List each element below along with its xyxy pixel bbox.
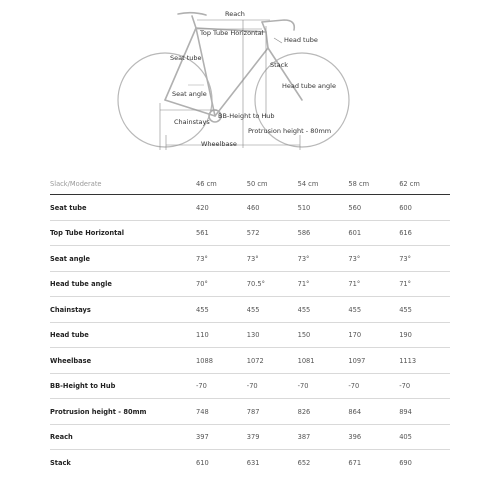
table-cell: 73°	[348, 246, 399, 272]
table-cell: 460	[247, 195, 298, 221]
table-cell: 561	[196, 220, 247, 246]
table-row	[50, 348, 450, 374]
size-header: 54 cm	[298, 172, 349, 195]
table-row	[50, 450, 450, 475]
table-cell: 748	[196, 399, 247, 425]
head-tube-angle-label: Head tube angle	[282, 82, 336, 90]
table-row	[50, 246, 450, 272]
table-row	[50, 220, 450, 246]
chainstays-label: Chainstays	[174, 118, 210, 126]
table-cell: -70	[196, 373, 247, 399]
table-cell: 405	[399, 424, 450, 450]
stack-label: Stack	[270, 61, 288, 69]
table-cell: 396	[348, 424, 399, 450]
table-cell: -70	[399, 373, 450, 399]
row-label: Protrusion height - 80mm	[50, 399, 196, 425]
table-cell: 130	[247, 322, 298, 348]
bike-geometry-diagram	[0, 0, 500, 160]
row-label: Stack	[50, 457, 71, 467]
table-cell: 826	[298, 399, 349, 425]
table-cell: -70	[298, 373, 349, 399]
row-label: Head tube angle	[50, 271, 196, 297]
table-cell: 864	[348, 399, 399, 425]
bb-height-to-hub-label: BB-Height to Hub	[218, 112, 275, 120]
table-row	[50, 195, 450, 221]
table-cell: 70.5°	[247, 271, 298, 297]
table-cell: 1097	[348, 348, 399, 374]
table-cell: 586	[298, 220, 349, 246]
row-label: BB-Height to Hub	[50, 373, 196, 399]
table-row	[50, 271, 450, 297]
table-cell: 110	[196, 322, 247, 348]
seat-angle-label: Seat angle	[172, 90, 207, 98]
table-row	[50, 297, 450, 323]
table-cell: 455	[196, 297, 247, 323]
table-cell: 71°	[399, 271, 450, 297]
table-cell: 71°	[298, 271, 349, 297]
table-cell: 73°	[298, 246, 349, 272]
row-label: Top Tube Horizontal	[50, 220, 196, 246]
table-cell: -70	[247, 373, 298, 399]
table-cell: 73°	[247, 246, 298, 272]
table-cell: 190	[399, 322, 450, 348]
top-tube-horizontal-label: Top Tube Horizontal	[200, 29, 264, 37]
table-row	[50, 322, 450, 348]
table-cell: 455	[247, 297, 298, 323]
table-cell: 610	[196, 457, 209, 467]
table-cell: 894	[399, 399, 450, 425]
head-tube-label: Head tube	[284, 36, 318, 44]
table-cell: 1072	[247, 348, 298, 374]
table-cell: 397	[196, 424, 247, 450]
table-row	[50, 399, 450, 425]
table-cell: 73°	[399, 246, 450, 272]
table-cell: 387	[298, 424, 349, 450]
row-label: Reach	[50, 424, 196, 450]
row-label: Head tube	[50, 322, 196, 348]
protrusion-height-label: Protrusion height - 80mm	[248, 127, 332, 135]
table-cell: 601	[348, 220, 399, 246]
table-cell: 787	[247, 399, 298, 425]
table-row	[50, 424, 450, 450]
table-cell: 1113	[399, 348, 450, 374]
table-cell: -70	[348, 373, 399, 399]
table-row	[50, 373, 450, 399]
geometry-category-header: Slack/Moderate	[50, 172, 196, 195]
reach-label: Reach	[225, 10, 245, 18]
table-cell: 455	[399, 297, 450, 323]
table-cell: 631	[246, 457, 260, 467]
size-header: 58 cm	[348, 172, 399, 195]
size-header: 62 cm	[399, 172, 450, 195]
table-cell: 600	[399, 195, 450, 221]
table-cell: 1081	[298, 348, 349, 374]
table-cell: 71°	[348, 271, 399, 297]
table-cell: 455	[348, 297, 399, 323]
table-cell: 572	[247, 220, 298, 246]
table-cell: 510	[298, 195, 349, 221]
table-cell: 70°	[196, 271, 247, 297]
table-cell: 73°	[196, 246, 247, 272]
table-cell: 170	[348, 322, 399, 348]
table-cell: 455	[298, 297, 349, 323]
table-cell: 671	[348, 457, 362, 467]
row-label: Chainstays	[50, 297, 196, 323]
table-header-row	[50, 172, 450, 195]
geometry-table	[50, 172, 450, 475]
row-label: Seat angle	[50, 246, 196, 272]
table-cell: 150	[298, 322, 349, 348]
wheelbase-label: Wheelbase	[201, 140, 237, 148]
table-cell: 560	[348, 195, 399, 221]
row-label: Wheelbase	[50, 348, 196, 374]
seat-tube-label: Seat tube	[170, 54, 202, 62]
table-cell: 420	[196, 195, 247, 221]
table-cell: 379	[247, 424, 298, 450]
table-cell: 616	[399, 220, 450, 246]
table-cell: 690	[399, 457, 412, 467]
table-cell: 652	[297, 457, 311, 467]
row-label: Seat tube	[50, 195, 196, 221]
table-cell: 1088	[196, 348, 247, 374]
size-header: 50 cm	[247, 172, 298, 195]
size-header: 46 cm	[196, 172, 247, 195]
